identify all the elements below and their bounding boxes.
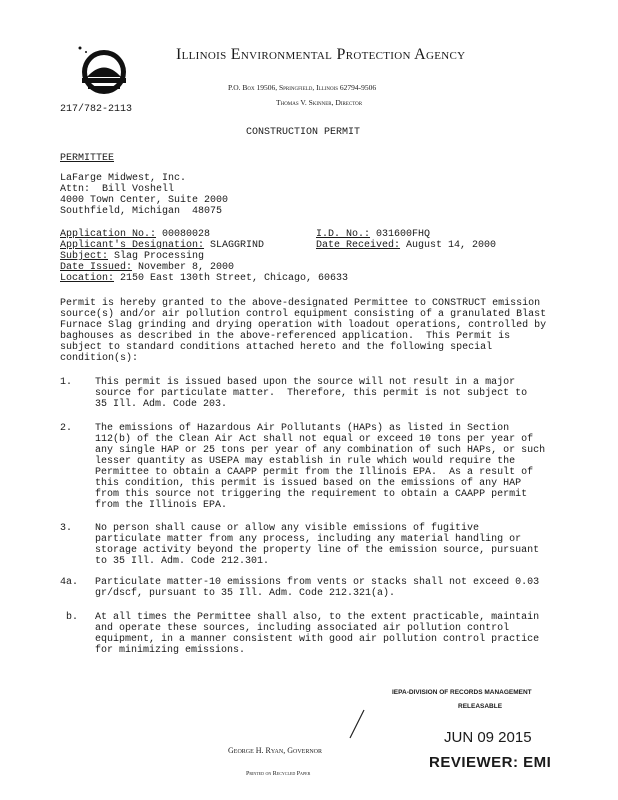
- intro-line: source(s) and/or air pollution control equipment consisting of a granulated Blast: [60, 309, 547, 320]
- condition-number: 3.: [60, 523, 73, 534]
- id-number-field: [316, 229, 430, 240]
- records-stamp-division: IEPA-DIVISION OF RECORDS MANAGEMENT: [392, 689, 532, 696]
- condition-line: particulate matter from any process, including any material handling or: [95, 534, 522, 545]
- intro-line: Furnace Slag grinding and drying operation with loadout operations, controlled by: [60, 320, 547, 331]
- date-received-label: Date Received:: [316, 240, 401, 251]
- condition-line: gr/dscf, pursuant to 35 Ill. Adm. Code 212.321(a).: [95, 588, 396, 599]
- designation-label: Applicant's Designation:: [60, 240, 205, 251]
- agency-director: Thomas V. Skinner, Director: [276, 98, 363, 107]
- id-number-label: I.D. No.:: [316, 229, 371, 240]
- condition-line: for minimizing emissions.: [95, 645, 246, 656]
- designation-field: [60, 240, 264, 251]
- footer-recycled-note: Printed on Recycled Paper: [246, 771, 311, 777]
- agency-name: Illinois Environmental Protection Agency: [176, 46, 466, 63]
- condition-line: The emissions of Hazardous Air Pollutants (HAPs) as listed in Section: [95, 423, 510, 434]
- subject-label: Subject:: [60, 251, 109, 262]
- condition-line: Particulate matter-10 emissions from vents or stacks shall not exceed 0.03: [95, 577, 540, 588]
- condition-line: At all times the Permittee shall also, to the extent practicable, maintain: [95, 612, 540, 623]
- condition-number: b.: [60, 612, 79, 623]
- condition-line: from the Illinois EPA.: [95, 500, 228, 511]
- condition-line: 35 Ill. Adm. Code 203.: [95, 399, 228, 410]
- condition-line: source for particulate matter. Therefore, this permit is not subject to: [95, 388, 528, 399]
- condition-line: storage activity beyond the property line of the emission source, pursuant: [95, 545, 540, 556]
- condition-number: 2.: [60, 423, 73, 434]
- date-issued-label: Date Issued:: [60, 262, 133, 273]
- intro-line: condition(s):: [60, 353, 139, 364]
- condition-line: This permit is issued based upon the source will not result in a major: [95, 377, 516, 388]
- condition-line: lesser quantity as USEPA may establish in rule which would require the: [95, 456, 516, 467]
- permittee-heading: PERMITTEE: [60, 153, 115, 164]
- condition-line: equipment, in a manner consistent with good air pollution control practice: [95, 634, 540, 645]
- permittee-address-line: Attn: Bill Voshell: [60, 184, 175, 195]
- condition-line: No person shall cause or allow any visible emissions of fugitive: [95, 523, 480, 534]
- condition-line: Permittee to obtain a CAAPP permit from the Illinois EPA. As a result of: [95, 467, 534, 478]
- date-issued-field: [60, 262, 234, 273]
- document-title: CONSTRUCTION PERMIT: [246, 127, 361, 138]
- condition-line: any single HAP or 25 tons per year of any combination of such HAPs, or such: [95, 445, 546, 456]
- condition-number: 1.: [60, 377, 73, 388]
- condition-line: this condition, this permit is issued based on the emissions of any HAP: [95, 478, 522, 489]
- phone-number: 217/782-2113: [60, 104, 133, 115]
- intro-line: Permit is hereby granted to the above-designated Permittee to CONSTRUCT emission: [60, 298, 541, 309]
- location-field: [60, 273, 348, 284]
- footer-governor: George H. Ryan, Governor: [228, 746, 323, 755]
- id-number-value: 031600FHQ: [370, 229, 431, 240]
- condition-line: from this source not triggering the requirement to obtain a CAAPP permit: [95, 489, 528, 500]
- records-stamp-reviewer: REVIEWER: EMI: [429, 754, 552, 771]
- permittee-address-line: Southfield, Michigan 48075: [60, 206, 223, 217]
- application-number-field: [60, 229, 210, 240]
- condition-line: to 35 Ill. Adm. Code 212.301.: [95, 556, 270, 567]
- application-number-label: Application No.:: [60, 229, 157, 240]
- records-stamp-releasable: RELEASABLE: [458, 703, 503, 710]
- condition-line: and operate these sources, including associated air pollution control: [95, 623, 510, 634]
- condition-number: 4a.: [60, 577, 79, 588]
- permittee-address-line: LaFarge Midwest, Inc.: [60, 173, 187, 184]
- date-received-field: [316, 240, 496, 251]
- signature-mark: [344, 708, 368, 742]
- application-number-value: 00080028: [156, 229, 211, 240]
- intro-line: baghouses as described in the above-referenced application. This Permit is: [60, 331, 511, 342]
- intro-line: subject to standard conditions attached hereto and the following special: [60, 342, 493, 353]
- agency-address: P.O. Box 19506, Springfield, Illinois 62794-9506: [228, 83, 377, 92]
- location-label: Location:: [60, 273, 115, 284]
- records-stamp-date: JUN 09 2015: [444, 729, 532, 746]
- designation-value: SLAGGRIND: [204, 240, 265, 251]
- date-issued-value: November 8, 2000: [132, 262, 235, 273]
- condition-line: 112(b) of the Clean Air Act shall not equal or exceed 10 tons per year of: [95, 434, 534, 445]
- date-received-value: August 14, 2000: [400, 240, 497, 251]
- subject-field: [60, 251, 204, 262]
- permittee-address-line: 4000 Town Center, Suite 2000: [60, 195, 229, 206]
- subject-value: Slag Processing: [108, 251, 205, 262]
- agency-logo: [74, 44, 134, 98]
- location-value: 2150 East 130th Street, Chicago, 60633: [114, 273, 349, 284]
